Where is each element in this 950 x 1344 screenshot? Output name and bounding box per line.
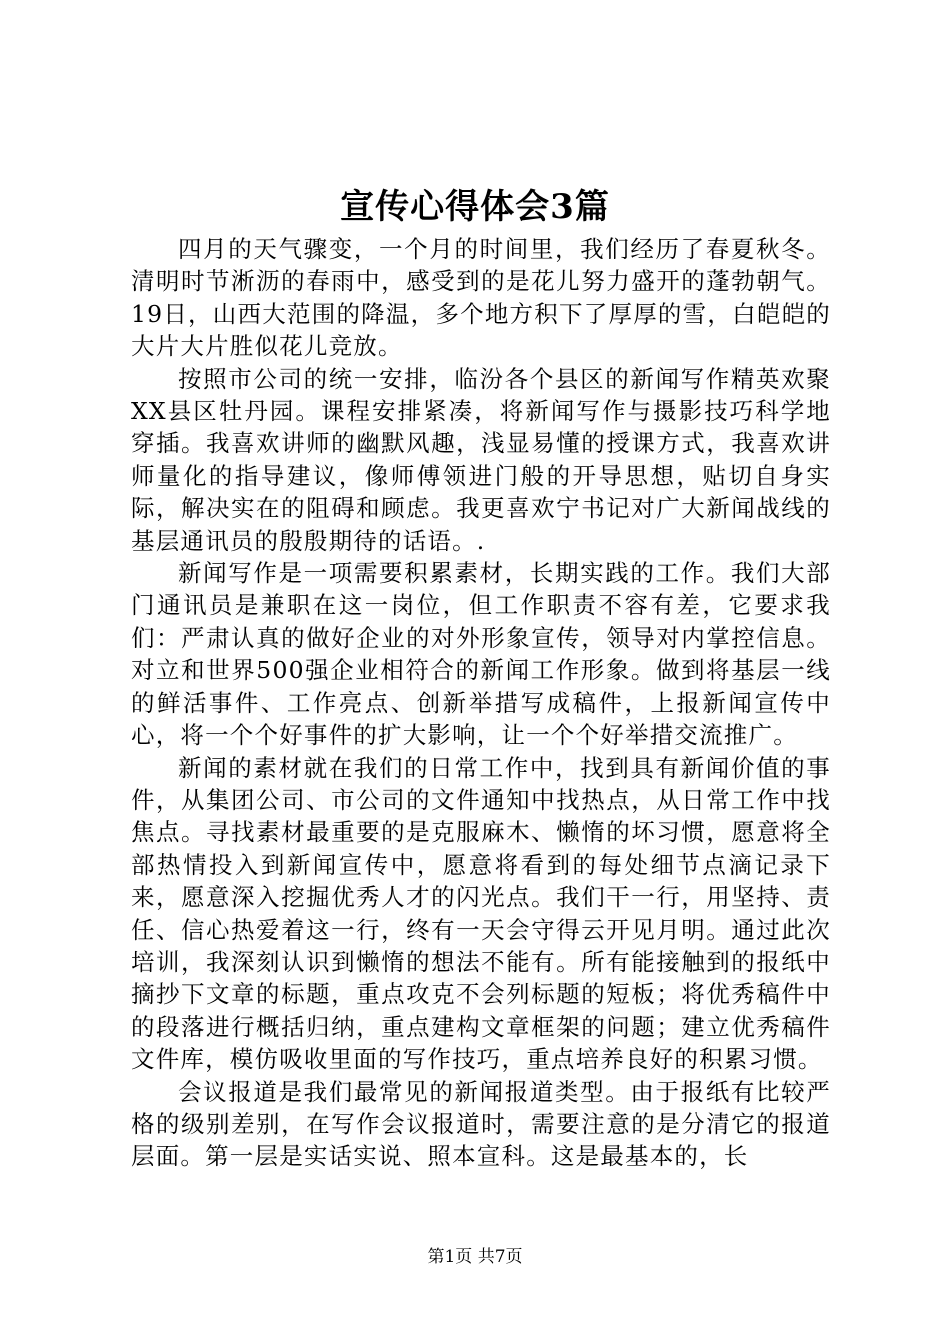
document-body (131, 233, 831, 1173)
paragraph: 四月的天气骤变，一个月的时间里，我们经历了春夏秋冬。清明时节淅沥的春雨中，感受到的是花儿努力盛开的蓬勃朝气。19日，山西大范围的降温，多个地方积下了厚厚的雪，白皑皑的大片大片胜似花儿竞放。 (131, 235, 831, 361)
paragraph: 新闻的素材就在我们的日常工作中，找到具有新闻价值的事件，从集团公司、市公司的文件通知中找热点，从日常工作中找焦点。寻找素材最重要的是克服麻木、懒惰的坏习惯，愿意将全部热情投入到新闻宣传中，愿意将看到的每处细节点滴记录下来，愿意深入挖掘优秀人才的闪光点。我们干一行，用坚持、责任、信心热爱着这一行，终有一天会守得云开见月明。通过此次培训，我深刻认识到懒惰的想法不能有。所有能接触到的报纸中摘抄下文章的标题，重点攻克不会列标题的短板；将优秀稿件中的段落进行概括归纳，重点建构文章框架的问题；建立优秀稿件文件库，模仿吸收里面的写作技巧，重点培养良好的积累习惯。 (131, 753, 831, 1074)
paragraph: 新闻写作是一项需要积累素材，长期实践的工作。我们大部门通讯员是兼职在这一岗位，但工作职责不容有差，它要求我们：严肃认真的做好企业的对外形象宣传，领导对内掌控信息。对立和世界500强企业相符合的新闻工作形象。做到将基层一线的鲜活事件、工作亮点、创新举措写成稿件，上报新闻宣传中心，将一个个好事件的扩大影响，让一个个好举措交流推广。 (131, 559, 831, 750)
page-footer: 第1页 共7页 (427, 1247, 523, 1267)
document-title: 宣传心得体会3篇 (340, 187, 610, 227)
paragraph: 会议报道是我们最常见的新闻报道类型。由于报纸有比较严格的级别差别，在写作会议报道时，需要注意的是分清它的报道层面。第一层是实话实说、照本宣科。这是最基本的，长 (131, 1077, 831, 1171)
paragraph: 按照市公司的统一安排，临汾各个县区的新闻写作精英欢聚XX县区牡丹园。课程安排紧凑，将新闻写作与摄影技巧科学地穿插。我喜欢讲师的幽默风趣，浅显易懂的授课方式，我喜欢讲师量化的指导建议，像师傅领进门般的开导思想，贴切自身实际，解决实在的阻碍和顾虑。我更喜欢宁书记对广大新闻战线的基层通讯员的殷殷期待的话语。. (131, 364, 831, 555)
